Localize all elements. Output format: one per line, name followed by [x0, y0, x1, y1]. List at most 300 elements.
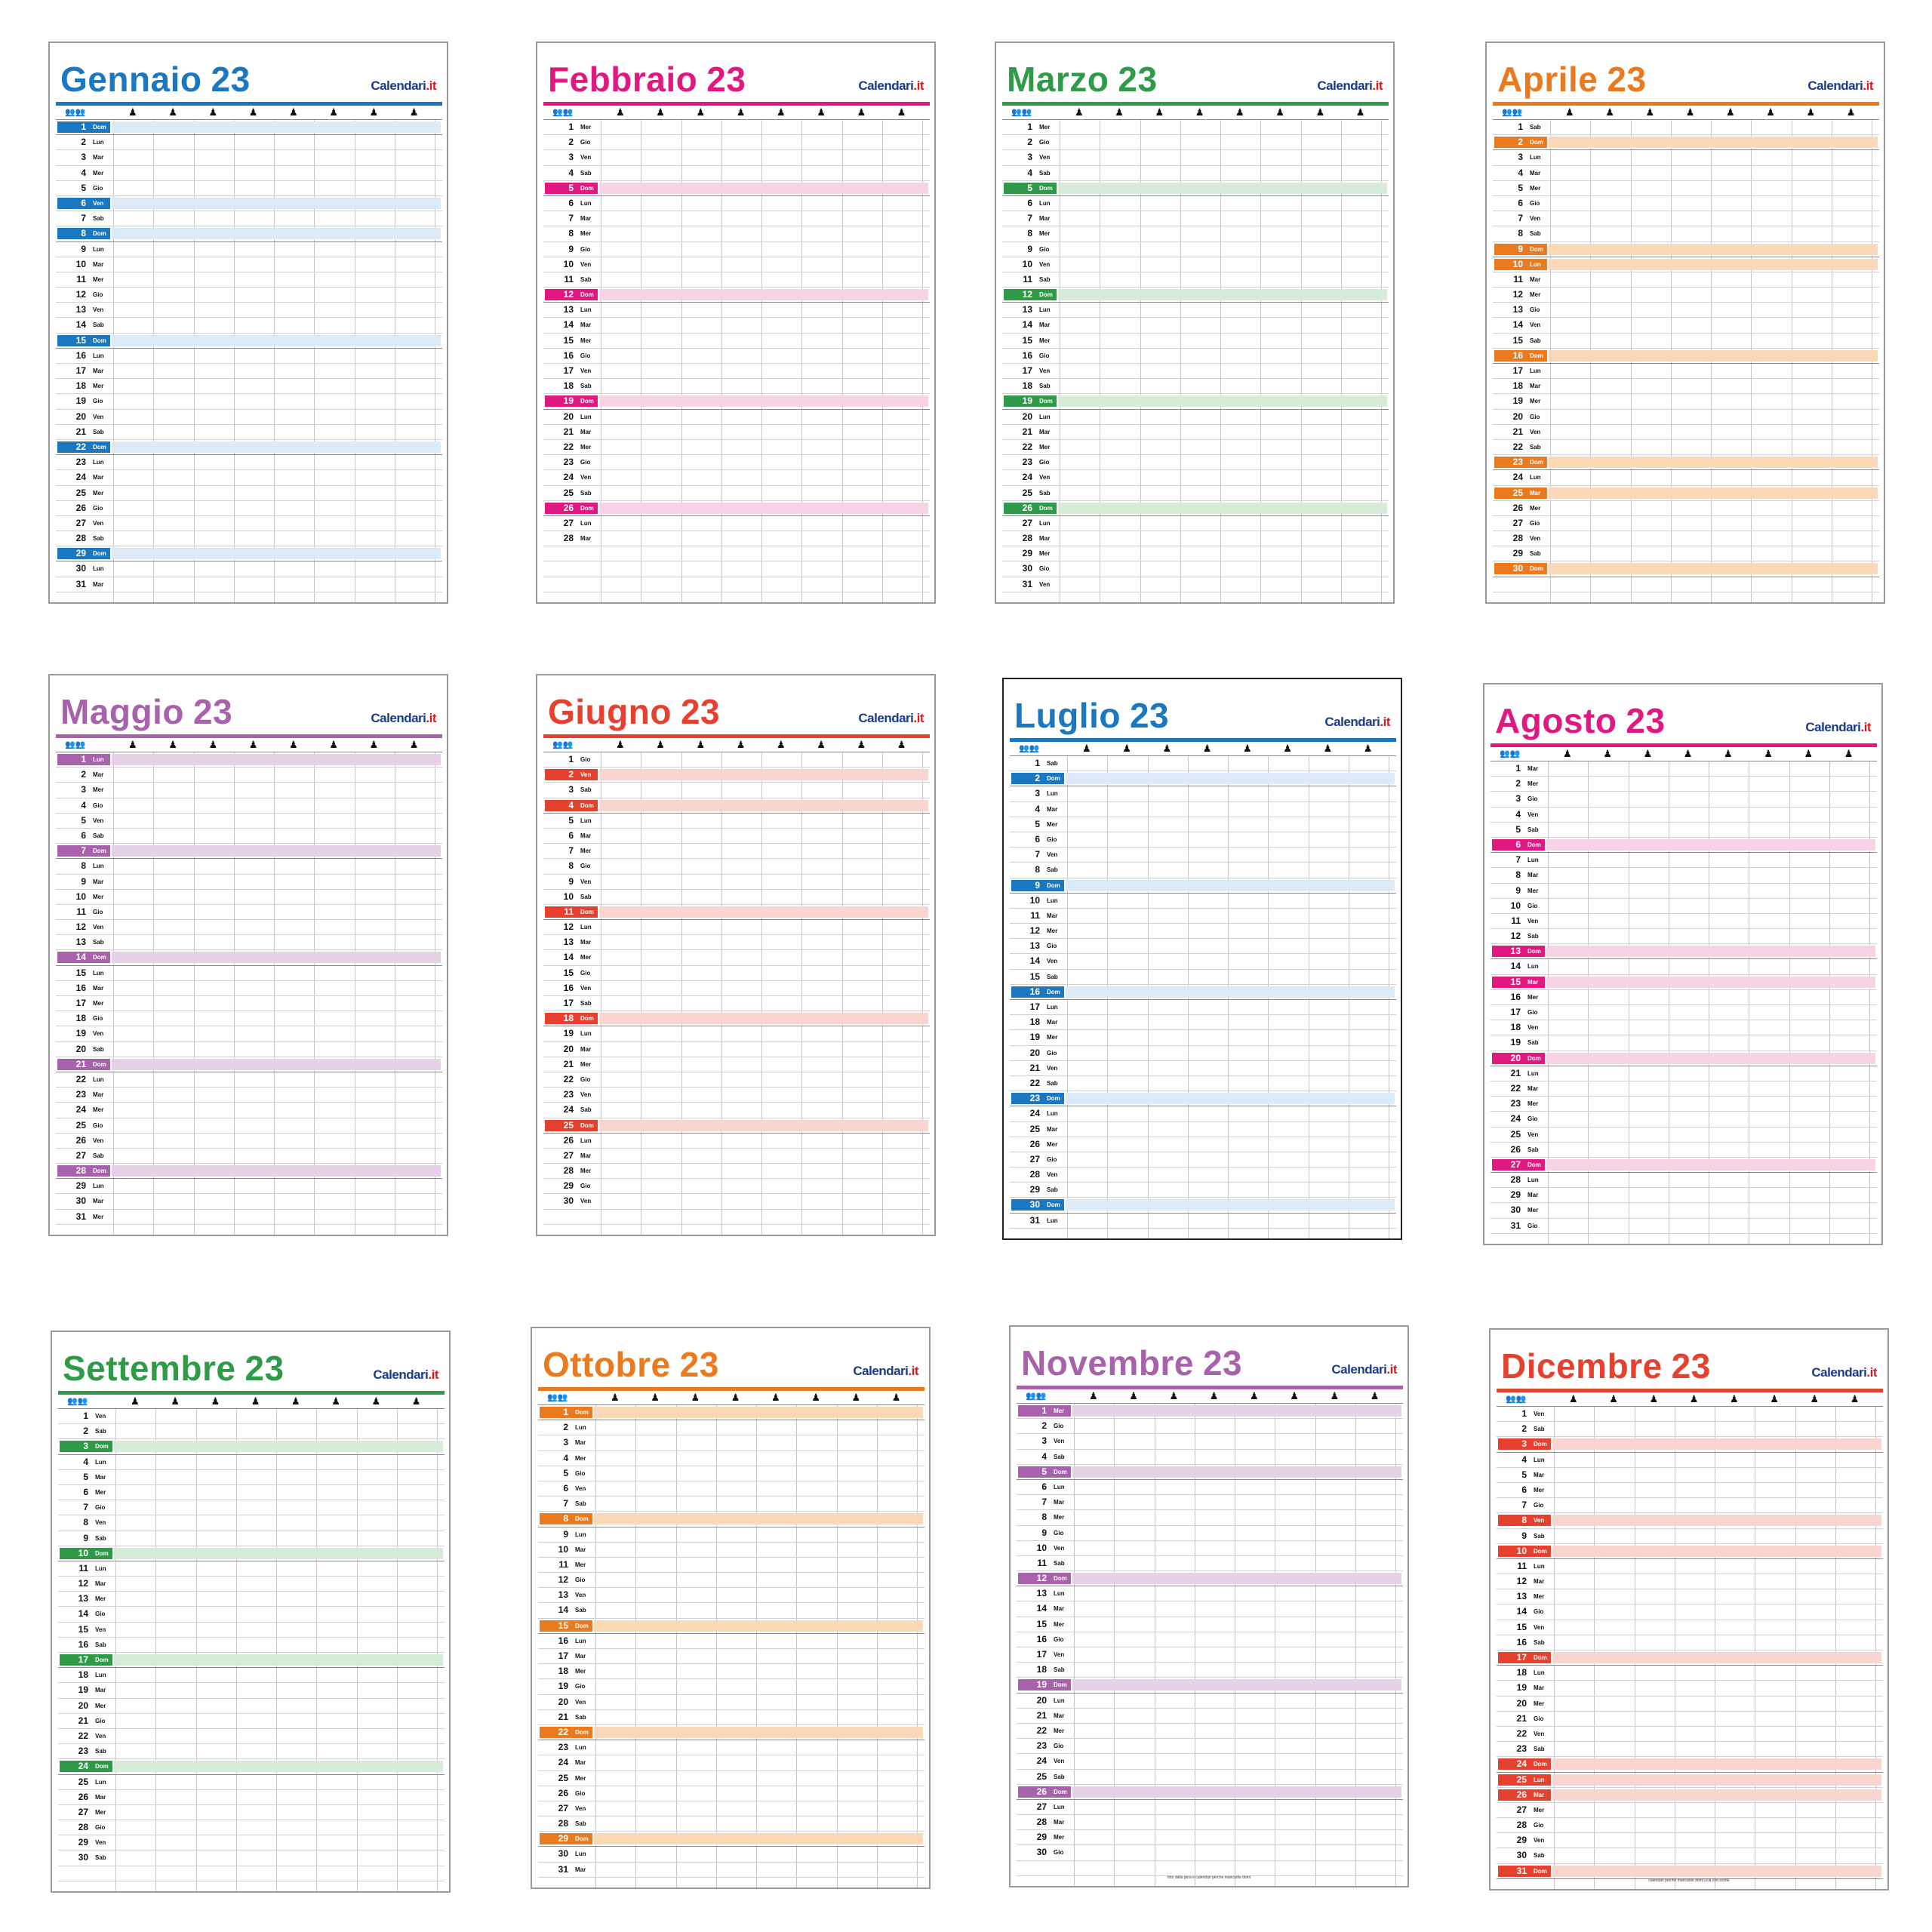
day-number: 22	[1510, 1082, 1521, 1094]
empty-row	[543, 1210, 930, 1225]
weekday-name: Sab	[1534, 1638, 1545, 1646]
day-row	[56, 844, 442, 859]
highlight-band	[599, 800, 928, 811]
weekday-name: Mer	[93, 893, 104, 900]
highlight-band	[1552, 1789, 1881, 1801]
day-label	[545, 1195, 598, 1207]
weekday-name: Dom	[1039, 398, 1053, 405]
weekday-name: Ven	[1530, 428, 1541, 435]
day-number: 17	[1029, 1001, 1040, 1012]
day-label	[57, 1074, 110, 1085]
day-label	[1492, 824, 1545, 835]
weekday-name: Sab	[580, 275, 592, 283]
person-icon: ♟	[691, 1392, 700, 1403]
day-number: 12	[1512, 289, 1523, 300]
day-row	[543, 1026, 930, 1041]
brand-name: Calendari	[371, 78, 426, 93]
month-page-ottobre	[531, 1327, 931, 1889]
day-number: 29	[75, 548, 86, 559]
day-rows	[543, 120, 930, 592]
day-number: 16	[1036, 1633, 1047, 1644]
day-label	[1018, 1710, 1071, 1721]
month-header	[1497, 60, 1876, 101]
weekday-name: Mar	[1039, 535, 1051, 543]
weekday-name: Ven	[580, 771, 592, 779]
day-number: 22	[563, 1073, 574, 1084]
weekday-name: Mar	[93, 474, 104, 481]
highlight-band	[1072, 1573, 1401, 1584]
day-row	[1491, 792, 1877, 807]
day-number: 17	[563, 365, 574, 376]
day-number: 22	[75, 1073, 86, 1084]
day-number: 14	[563, 952, 574, 963]
day-row	[1017, 1709, 1403, 1724]
weekday-name: Gio	[1527, 1222, 1538, 1229]
day-row	[1010, 924, 1396, 939]
day-number: 8	[81, 228, 86, 239]
day-number: 7	[1027, 213, 1032, 224]
weekday-name: Sab	[93, 428, 104, 435]
weekday-name: Sab	[1039, 169, 1051, 177]
day-label	[57, 1135, 110, 1146]
day-number: 18	[1510, 1022, 1521, 1033]
day-number: 22	[1512, 441, 1523, 452]
day-label	[57, 168, 110, 179]
day-number: 13	[75, 304, 86, 315]
month-name: Aprile	[1497, 60, 1598, 99]
weekday-name: Gio	[93, 291, 103, 299]
day-label	[1492, 1174, 1545, 1186]
weekday-name: Gio	[95, 1504, 106, 1512]
day-label	[1494, 350, 1547, 361]
weekday-name: Mer	[93, 489, 104, 497]
highlight-band	[599, 289, 928, 300]
day-row	[1491, 884, 1877, 899]
weekday-name: Dom	[1527, 1161, 1541, 1168]
day-label	[540, 1513, 592, 1524]
person-icon: ♟	[1810, 1393, 1820, 1404]
day-row	[1493, 334, 1879, 349]
weekday-name: Dom	[93, 230, 106, 238]
weekday-name: Ven	[1534, 1411, 1545, 1417]
day-row	[1017, 1556, 1403, 1571]
month-title	[1497, 59, 1647, 100]
day-number: 23	[75, 457, 86, 468]
weekday-name: Mer	[1534, 1806, 1545, 1814]
day-row	[1493, 440, 1879, 455]
day-label	[57, 952, 110, 963]
person-icon: ♟	[777, 739, 786, 750]
column-header-row	[1493, 106, 1879, 120]
day-row	[1002, 318, 1389, 333]
header-rule	[1010, 738, 1396, 742]
footer-note: foto dalla pera e calendari perche mancante domi	[1168, 1875, 1251, 1880]
day-number: 28	[75, 533, 86, 544]
day-number: 12	[78, 1578, 88, 1589]
day-row	[1497, 1589, 1883, 1604]
day-row	[538, 1481, 924, 1497]
day-number: 9	[568, 875, 574, 887]
day-number: 30	[78, 1852, 88, 1863]
person-icon: ♟	[1565, 106, 1574, 118]
person-icon: ♟	[409, 739, 419, 750]
highlight-band	[1549, 563, 1878, 574]
day-label	[1498, 1682, 1551, 1694]
day-row	[543, 996, 930, 1011]
day-row	[1002, 181, 1389, 196]
day-row	[543, 1134, 930, 1149]
header-rule	[538, 1387, 924, 1391]
weekday-name: Sab	[580, 893, 592, 900]
weekday-name: Ven	[1039, 474, 1051, 481]
header-rule	[58, 1391, 445, 1395]
weekday-name: Mar	[93, 260, 104, 268]
day-label	[545, 503, 598, 514]
weekday-name: Mar	[1527, 978, 1539, 986]
day-row	[538, 1649, 924, 1664]
day-label	[1011, 880, 1064, 891]
day-label	[1494, 152, 1547, 163]
brand-name: Calendari	[371, 711, 426, 725]
highlight-band	[114, 1761, 443, 1772]
weekday-name: Mar	[1054, 1499, 1065, 1506]
day-number: 3	[568, 784, 574, 795]
day-label	[1018, 1603, 1071, 1614]
person-icon: ♟	[736, 739, 746, 750]
day-number: 13	[1036, 1588, 1047, 1599]
day-label	[540, 1498, 592, 1509]
day-number: 18	[1512, 380, 1523, 392]
person-icon: ♟	[208, 739, 218, 750]
person-icon: ♟	[371, 1395, 381, 1407]
day-number: 14	[1029, 955, 1040, 967]
day-row	[1493, 561, 1879, 577]
day-label	[60, 1654, 112, 1666]
day-row	[56, 1210, 442, 1225]
day-row	[58, 1500, 445, 1515]
weekday-name: Lun	[1039, 413, 1051, 420]
day-row	[1491, 1173, 1877, 1188]
day-number: 27	[558, 1802, 568, 1814]
day-number: 22	[75, 441, 86, 452]
day-number: 15	[75, 967, 86, 978]
weekday-name: Gio	[1054, 1635, 1064, 1643]
day-number: 30	[558, 1848, 568, 1860]
highlight-band	[1546, 839, 1875, 851]
day-row	[1493, 150, 1879, 165]
group-icon: 👥👥	[552, 108, 574, 117]
day-label	[1498, 1531, 1551, 1542]
month-title	[60, 691, 232, 732]
day-number: 23	[1022, 457, 1032, 468]
day-row	[1017, 1510, 1403, 1525]
day-row	[1491, 899, 1877, 914]
day-row	[1010, 1122, 1396, 1137]
brand-suffix: .it	[428, 1367, 438, 1382]
highlight-band	[594, 1620, 923, 1632]
weekday-name: Mer	[1530, 291, 1541, 299]
day-row	[543, 501, 930, 516]
day-row	[1010, 863, 1396, 878]
day-number: 9	[1521, 1530, 1527, 1541]
day-number: 29	[1022, 548, 1032, 559]
weekday-name: Lun	[575, 1424, 586, 1432]
month-header	[1014, 696, 1393, 737]
day-number: 7	[568, 845, 574, 857]
day-label	[545, 228, 598, 239]
day-number: 7	[568, 213, 574, 224]
day-row	[543, 1011, 930, 1026]
person-icon: ♟	[128, 106, 137, 118]
person-icon: ♟	[1609, 1393, 1618, 1404]
day-row	[538, 1466, 924, 1481]
weekday-name: Gio	[93, 504, 103, 512]
day-row	[543, 531, 930, 546]
day-row	[1010, 878, 1396, 894]
day-number: 7	[1041, 1497, 1047, 1508]
day-number: 28	[1510, 1174, 1521, 1186]
brand-name: Calendari	[1811, 1365, 1867, 1380]
weekday-name: Lun	[1530, 260, 1541, 268]
weekday-name: Gio	[1047, 1155, 1057, 1163]
weekday-name: Lun	[1530, 474, 1541, 481]
month-name: Maggio	[60, 692, 184, 731]
day-number: 30	[75, 563, 86, 574]
day-row	[56, 166, 442, 181]
person-icon: ♟	[1315, 106, 1325, 118]
day-label	[1494, 213, 1547, 224]
group-icon: 👥👥	[1026, 1392, 1047, 1401]
day-number: 2	[81, 137, 86, 148]
day-label	[1492, 1007, 1545, 1018]
weekday-name: Gio	[1527, 795, 1538, 803]
weekday-name: Gio	[580, 459, 591, 466]
weekday-name: Sab	[1530, 550, 1541, 558]
day-number: 5	[1518, 182, 1523, 193]
weekday-name: Gio	[95, 1611, 106, 1618]
day-label	[1004, 168, 1057, 179]
month-title	[60, 59, 251, 100]
month-name: Marzo	[1007, 60, 1109, 99]
day-number: 28	[1512, 533, 1523, 544]
day-row	[1493, 425, 1879, 440]
day-label	[57, 1150, 110, 1161]
day-label	[1004, 472, 1057, 483]
day-row	[1491, 975, 1877, 990]
brand-logo	[371, 78, 436, 94]
day-number: 5	[1521, 1469, 1527, 1480]
month-header	[548, 692, 927, 734]
day-label	[1004, 335, 1057, 346]
day-label	[1494, 411, 1547, 423]
weekday-name: Lun	[95, 1564, 106, 1572]
weekday-name: Dom	[1047, 1201, 1060, 1209]
day-label	[57, 1013, 110, 1024]
day-row	[1491, 853, 1877, 868]
day-row	[58, 1638, 445, 1653]
day-number: 2	[568, 769, 574, 780]
day-label	[60, 1472, 112, 1483]
weekday-name: Gio	[1527, 902, 1538, 909]
day-label	[1498, 1652, 1551, 1663]
day-number: 21	[78, 1715, 88, 1726]
day-label	[1004, 457, 1057, 468]
day-number: 19	[1036, 1679, 1047, 1690]
day-rows	[1493, 120, 1879, 592]
day-label	[540, 1559, 592, 1571]
day-label	[1494, 335, 1547, 346]
weekday-name: Sab	[1534, 1852, 1545, 1860]
weekday-name: Mer	[575, 1774, 586, 1782]
day-row	[1002, 546, 1389, 561]
weekday-name: Ven	[1534, 1517, 1545, 1524]
weekday-name: Gio	[1054, 1743, 1064, 1750]
day-number: 17	[563, 998, 574, 1008]
footer-note: calendari perche mancante domi ucla crei scritte	[1648, 1878, 1730, 1883]
weekday-name: Sab	[1054, 1559, 1065, 1567]
day-number: 19	[563, 395, 574, 407]
day-number: 2	[1027, 137, 1032, 148]
weekday-name: Dom	[1054, 1468, 1067, 1475]
day-number: 13	[1512, 304, 1523, 315]
day-number: 27	[1029, 1153, 1040, 1164]
day-row	[56, 1011, 442, 1026]
day-row	[543, 334, 930, 349]
day-row	[538, 1832, 924, 1847]
weekday-name: Sab	[95, 1428, 106, 1435]
day-label	[545, 1028, 598, 1039]
weekday-name: Mer	[1054, 1727, 1065, 1734]
day-label	[1018, 1679, 1071, 1690]
day-label	[545, 815, 598, 826]
month-page-giugno	[536, 674, 936, 1236]
day-label	[545, 906, 598, 918]
weekday-name: Gio	[580, 1075, 591, 1083]
weekday-name: Ven	[575, 1804, 586, 1812]
day-number: 8	[1041, 1512, 1047, 1523]
weekday-name: Lun	[1527, 963, 1539, 971]
day-number: 13	[1510, 946, 1521, 957]
day-label	[545, 213, 598, 224]
day-row	[1010, 756, 1396, 771]
day-label	[1498, 1606, 1551, 1617]
weekday-name: Gio	[1039, 245, 1050, 253]
day-label	[545, 1044, 598, 1055]
day-row	[58, 1561, 445, 1577]
day-row	[1491, 1005, 1877, 1020]
month-header	[543, 1345, 921, 1386]
day-number: 29	[75, 1180, 86, 1192]
person-icon: ♟	[1082, 743, 1091, 754]
day-row	[538, 1725, 924, 1740]
weekday-name: Sab	[1530, 124, 1541, 131]
day-number: 1	[563, 1407, 568, 1417]
day-number: 18	[563, 1013, 574, 1024]
day-number: 14	[75, 319, 86, 331]
day-label	[57, 983, 110, 994]
day-number: 15	[558, 1620, 568, 1631]
weekday-name: Gio	[1530, 306, 1540, 314]
day-row	[1002, 364, 1389, 379]
day-row	[1010, 1076, 1396, 1091]
day-number: 31	[75, 1211, 86, 1222]
day-label	[1492, 839, 1545, 851]
month-page-febbraio	[536, 42, 936, 604]
day-label	[1498, 1728, 1551, 1740]
weekday-name: Ven	[1527, 917, 1539, 924]
day-number: 19	[563, 1028, 574, 1039]
day-row	[1010, 1137, 1396, 1152]
day-row	[1491, 914, 1877, 929]
day-number: 23	[1512, 457, 1523, 468]
brand-suffix: .it	[426, 78, 436, 93]
day-row	[1497, 1712, 1883, 1727]
weekday-name: Dom	[1039, 291, 1053, 299]
day-number: 29	[1029, 1184, 1040, 1195]
weekday-name: Ven	[1534, 1730, 1545, 1737]
day-number: 12	[75, 921, 86, 933]
day-label	[545, 457, 598, 468]
day-number: 25	[75, 1119, 86, 1131]
weekday-name: Dom	[95, 1549, 109, 1557]
day-label	[1494, 228, 1547, 239]
day-number: 27	[563, 1149, 574, 1161]
day-rows	[1491, 761, 1877, 1234]
day-label	[57, 183, 110, 194]
weekday-name: Dom	[93, 1168, 106, 1175]
weekday-name: Dom	[1527, 841, 1541, 848]
day-row	[543, 1057, 930, 1072]
highlight-band	[1549, 457, 1878, 468]
day-label	[1492, 1144, 1545, 1155]
day-number: 26	[558, 1787, 568, 1798]
brand-name: Calendari	[373, 1367, 429, 1382]
day-number: 6	[1515, 838, 1521, 850]
day-row	[58, 1515, 445, 1531]
weekday-name: Dom	[93, 550, 106, 558]
day-label	[1498, 1423, 1551, 1435]
weekday-name: Ven	[580, 1198, 592, 1205]
day-row	[1017, 1739, 1403, 1754]
day-label	[545, 350, 598, 361]
day-label	[1018, 1451, 1071, 1463]
day-number: 12	[1022, 289, 1032, 300]
day-row	[1497, 1848, 1883, 1863]
day-label	[1011, 758, 1064, 769]
person-icon: ♟	[616, 739, 625, 750]
day-label	[545, 244, 598, 255]
highlight-band	[1549, 259, 1878, 270]
weekday-name: Mer	[1534, 1700, 1545, 1707]
weekday-name: Dom	[575, 1835, 589, 1843]
weekday-name: Lun	[580, 1030, 592, 1038]
day-label	[1018, 1466, 1071, 1478]
day-label	[57, 304, 110, 315]
highlight-band	[1549, 350, 1878, 361]
weekday-name: Mar	[93, 580, 104, 588]
day-row	[1493, 257, 1879, 272]
person-icon: ♟	[897, 739, 906, 750]
weekday-name: Mer	[575, 1561, 586, 1568]
day-row	[543, 364, 930, 379]
day-number: 20	[1022, 411, 1032, 422]
day-number: 27	[1036, 1801, 1047, 1812]
day-label	[60, 1593, 112, 1604]
day-row	[1017, 1678, 1403, 1693]
day-number: 23	[563, 457, 574, 468]
day-row	[56, 318, 442, 333]
day-row	[1491, 838, 1877, 853]
